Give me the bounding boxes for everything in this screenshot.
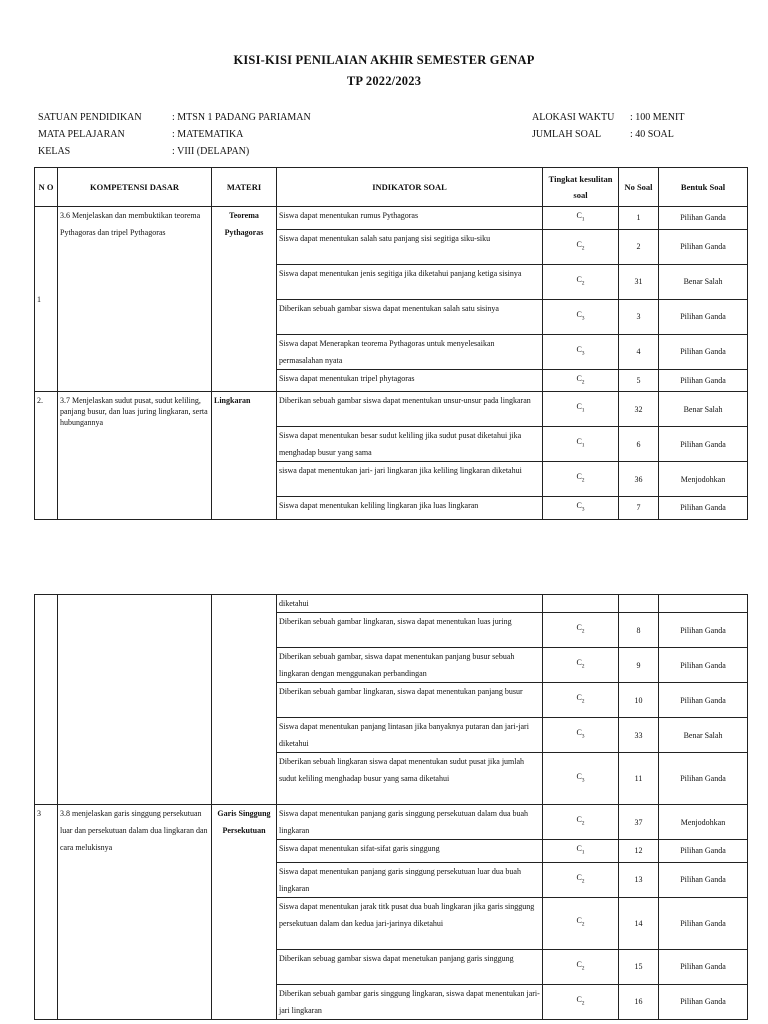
indikator-cell: Diberikan sebuah gambar siswa dapat menentukan unsur-unsur pada lingkaran <box>277 392 543 427</box>
tingkat-sub: 2 <box>581 379 585 386</box>
tingkat-sub: 2 <box>581 628 585 635</box>
no-soal-cell <box>619 595 659 613</box>
header-indikator: INDIKATOR SOAL <box>277 168 543 207</box>
tingkat-level: C <box>576 437 582 447</box>
no-soal-cell: 31 <box>619 264 659 299</box>
bentuk-soal-cell: Pilihan Ganda <box>659 840 748 863</box>
tingkat-cell <box>543 613 619 648</box>
bentuk-soal-cell: Menjodohkan <box>659 805 748 840</box>
no-soal-cell: 12 <box>619 840 659 863</box>
bentuk-soal-cell: Pilihan Ganda <box>659 299 748 334</box>
header-kompetensi: KOMPETENSI DASAR <box>58 168 212 207</box>
alokasi-label: ALOKASI WAKTU <box>532 112 615 123</box>
mapel-value: : MATEMATIKA <box>172 129 244 140</box>
bentuk-soal-cell: Pilihan Ganda <box>659 648 748 683</box>
tingkat-cell <box>543 805 619 840</box>
indikator-cell: Siswa dapat menentukan besar sudut keliling jika sudut pusat diketahui jika menghadap busur yang sama <box>277 427 543 462</box>
indikator-cell: siswa dapat menentukan jari- jari lingkaran jika keliling lingkaran diketahui <box>277 462 543 497</box>
tingkat-level: C <box>576 815 582 825</box>
no-soal-cell: 32 <box>619 392 659 427</box>
indikator-cell: Diberikan sebuah gambar lingkaran, siswa dapat menentukan luas juring <box>277 613 543 648</box>
group-no-cell: 2. <box>35 392 58 520</box>
indikator-cell: Siswa dapat menentukan jenis segitiga jika diketahui panjang ketiga sisinya <box>277 264 543 299</box>
tingkat-level: C <box>576 472 582 482</box>
indikator-cell: Diberikan sebuah gambar lingkaran, siswa dapat menentukan panjang busur <box>277 683 543 718</box>
jumlah-value: : 40 SOAL <box>630 129 674 140</box>
tingkat-sub: 3 <box>581 315 585 322</box>
materi-cell: Teorema Pythagoras <box>212 207 277 392</box>
bentuk-soal-cell: Pilihan Ganda <box>659 949 748 984</box>
tingkat-sub: 2 <box>581 965 585 972</box>
no-soal-cell: 15 <box>619 949 659 984</box>
kompetensi-cell <box>58 595 212 805</box>
indikator-cell: Diberikan sebuah gambar garis singgung lingkaran, siswa dapat menentukan jari-jari lingkaran <box>277 984 543 1019</box>
tingkat-sub: 1 <box>581 849 585 856</box>
tingkat-sub: 2 <box>581 1000 585 1007</box>
indikator-cell: Siswa dapat menentukan tripel phytagoras <box>277 369 543 392</box>
tingkat-cell <box>543 229 619 264</box>
tingkat-sub: 2 <box>581 280 585 287</box>
bentuk-soal-cell <box>659 595 748 613</box>
tingkat-sub: 2 <box>581 663 585 670</box>
tingkat-sub: 2 <box>581 698 585 705</box>
tingkat-cell <box>543 862 619 897</box>
table-row <box>35 805 748 840</box>
no-soal-cell: 14 <box>619 897 659 949</box>
indikator-cell: diketahui <box>277 595 543 613</box>
tingkat-level: C <box>576 344 582 354</box>
jumlah-label: JUMLAH SOAL <box>532 129 602 140</box>
bentuk-soal-cell: Menjodohkan <box>659 462 748 497</box>
tingkat-level: C <box>576 239 582 249</box>
tingkat-cell <box>543 949 619 984</box>
materi-cell: Garis Singgung Persekutuan <box>212 805 277 1020</box>
indikator-cell: Siswa dapat menentukan rumus Pythagoras <box>277 207 543 230</box>
tingkat-cell <box>543 683 619 718</box>
header-tingkat: Tingkat kesulitan soal <box>543 168 619 207</box>
tingkat-level: C <box>576 211 582 220</box>
tingkat-level: C <box>576 693 582 703</box>
indikator-cell: Siswa dapat menentukan sifat-sifat garis singgung <box>277 840 543 863</box>
no-soal-cell: 36 <box>619 462 659 497</box>
tingkat-cell <box>543 392 619 427</box>
tingkat-cell <box>543 369 619 392</box>
no-soal-cell: 33 <box>619 718 659 753</box>
header-bentuk: Bentuk Soal <box>659 168 748 207</box>
satuan-value: : MTSN 1 PADANG PARIAMAN <box>172 112 311 123</box>
tingkat-cell <box>543 595 619 613</box>
tingkat-sub: 1 <box>581 216 585 223</box>
group-no-cell <box>35 595 58 805</box>
bentuk-soal-cell: Pilihan Ganda <box>659 427 748 462</box>
bentuk-soal-cell: Pilihan Ganda <box>659 334 748 369</box>
bentuk-soal-cell: Benar Salah <box>659 718 748 753</box>
tingkat-sub: 1 <box>581 407 585 414</box>
table-row <box>35 392 748 427</box>
tingkat-cell <box>543 840 619 863</box>
tingkat-level: C <box>576 373 582 383</box>
indikator-cell: Siswa dapat menentukan keliling lingkaran jika luas lingkaran <box>277 497 543 520</box>
tingkat-level: C <box>576 959 582 969</box>
tingkat-level: C <box>576 402 582 412</box>
table-header-row <box>35 168 748 207</box>
satuan-label: SATUAN PENDIDIKAN <box>38 112 142 123</box>
tingkat-level: C <box>576 658 582 668</box>
no-soal-cell: 2 <box>619 229 659 264</box>
alokasi-value: : 100 MENIT <box>630 112 685 123</box>
indikator-cell: Diberikan sebuah gambar siswa dapat menentukan salah satu sisinya <box>277 299 543 334</box>
bentuk-soal-cell: Pilihan Ganda <box>659 897 748 949</box>
tingkat-level: C <box>576 771 582 781</box>
tingkat-cell <box>543 718 619 753</box>
tingkat-cell <box>543 334 619 369</box>
bentuk-soal-cell: Pilihan Ganda <box>659 369 748 392</box>
bentuk-soal-cell: Pilihan Ganda <box>659 862 748 897</box>
tingkat-cell <box>543 984 619 1019</box>
no-soal-cell: 6 <box>619 427 659 462</box>
mapel-label: MATA PELAJARAN <box>38 129 125 140</box>
kompetensi-cell: 3.8 menjelaskan garis singgung persekutuan luar dan persekutuan dalam dua lingkaran dan cara melukisnya <box>58 805 212 1020</box>
bentuk-soal-cell: Benar Salah <box>659 392 748 427</box>
tingkat-level: C <box>576 623 582 633</box>
no-soal-cell: 37 <box>619 805 659 840</box>
no-soal-cell: 9 <box>619 648 659 683</box>
bentuk-soal-cell: Benar Salah <box>659 264 748 299</box>
no-soal-cell: 5 <box>619 369 659 392</box>
group-no-cell: 3 <box>35 805 58 1020</box>
no-soal-cell: 10 <box>619 683 659 718</box>
tingkat-sub: 3 <box>581 777 585 784</box>
bentuk-soal-cell: Pilihan Ganda <box>659 497 748 520</box>
tingkat-sub: 2 <box>581 878 585 885</box>
header-materi: MATERI <box>212 168 277 207</box>
kisi-table-part-2 <box>34 594 748 1020</box>
tingkat-level: C <box>576 916 582 926</box>
tingkat-cell <box>543 753 619 805</box>
materi-cell <box>212 595 277 805</box>
tingkat-sub: 3 <box>581 350 585 357</box>
group-no-cell: 1 <box>35 207 58 392</box>
tingkat-cell <box>543 648 619 683</box>
tingkat-level: C <box>576 309 582 319</box>
tingkat-sub: 2 <box>581 921 585 928</box>
indikator-cell: Diberikan sebuah gambar, siswa dapat menentukan panjang busur sebuah lingkaran dengan menggunakan perbandingan <box>277 648 543 683</box>
indikator-cell: Siswa dapat menentukan panjang lintasan jika banyaknya putaran dan jari-jari diketahui <box>277 718 543 753</box>
no-soal-cell: 8 <box>619 613 659 648</box>
no-soal-cell: 3 <box>619 299 659 334</box>
no-soal-cell: 11 <box>619 753 659 805</box>
document-title: KISI-KISI PENILAIAN AKHIR SEMESTER GENAP <box>233 53 535 67</box>
table-row <box>35 595 748 613</box>
bentuk-soal-cell: Pilihan Ganda <box>659 984 748 1019</box>
tingkat-cell <box>543 897 619 949</box>
no-soal-cell: 7 <box>619 497 659 520</box>
document-subtitle: TP 2022/2023 <box>346 74 422 88</box>
tingkat-cell <box>543 264 619 299</box>
materi-cell: Lingkaran <box>212 392 277 520</box>
indikator-cell: Siswa dapat Menerapkan teorema Pythagoras untuk menyelesaikan permasalahan nyata <box>277 334 543 369</box>
no-soal-cell: 13 <box>619 862 659 897</box>
tingkat-sub: 2 <box>581 477 585 484</box>
indikator-cell: Siswa dapat menentukan salah satu panjang sisi segitiga siku-siku <box>277 229 543 264</box>
tingkat-sub: 3 <box>581 506 585 513</box>
tingkat-cell <box>543 497 619 520</box>
indikator-cell: Siswa dapat menentukan panjang garis singgung persekutuan luar dua buah lingkaran <box>277 862 543 897</box>
bentuk-soal-cell: Pilihan Ganda <box>659 753 748 805</box>
tingkat-cell <box>543 427 619 462</box>
bentuk-soal-cell: Pilihan Ganda <box>659 207 748 230</box>
tingkat-sub: 3 <box>581 733 585 740</box>
indikator-cell: Siswa dapat menentukan jarak titk pusat dua buah lingkaran jika garis singgung persekutuan dalam dan kedua jari-jarinya diketahui <box>277 897 543 949</box>
no-soal-cell: 1 <box>619 207 659 230</box>
header-no-soal: No Soal <box>619 168 659 207</box>
kelas-value: : VIII (DELAPAN) <box>172 146 250 157</box>
bentuk-soal-cell: Pilihan Ganda <box>659 229 748 264</box>
kelas-label: KELAS <box>38 146 71 157</box>
no-soal-cell: 16 <box>619 984 659 1019</box>
tingkat-sub: 2 <box>581 820 585 827</box>
tingkat-cell <box>543 462 619 497</box>
tingkat-level: C <box>576 994 582 1004</box>
indikator-cell: Siswa dapat menentukan panjang garis singgung persekutuan dalam dua buah lingkaran <box>277 805 543 840</box>
tingkat-level: C <box>576 872 582 882</box>
tingkat-level: C <box>576 274 582 284</box>
tingkat-level: C <box>576 728 582 738</box>
indikator-cell: Diberikan sebuah lingkaran siswa dapat menentukan sudut pusat jika jumlah sudut keliling menghadap busur yang sama diketahui <box>277 753 543 805</box>
tingkat-level: C <box>576 844 582 853</box>
tingkat-cell <box>543 299 619 334</box>
kompetensi-cell: 3.7 Menjelaskan sudut pusat, sudut keliling, panjang busur, dan luas juring lingkaran, serta hubungannya <box>58 392 212 520</box>
indikator-cell: Diberikan sebuag gambar siswa dapat menetukan panjang garis singgung <box>277 949 543 984</box>
tingkat-level: C <box>576 501 582 511</box>
kompetensi-cell: 3.6 Menjelaskan dan membuktikan teorema Pythagoras dan tripel Pythagoras <box>58 207 212 392</box>
table-row <box>35 207 748 230</box>
kisi-table-part-1 <box>34 167 748 520</box>
tingkat-cell <box>543 207 619 230</box>
bentuk-soal-cell: Pilihan Ganda <box>659 683 748 718</box>
tingkat-sub: 2 <box>581 245 585 252</box>
header-no: N O <box>35 168 58 207</box>
no-soal-cell: 4 <box>619 334 659 369</box>
bentuk-soal-cell: Pilihan Ganda <box>659 613 748 648</box>
tingkat-sub: 1 <box>581 442 585 449</box>
